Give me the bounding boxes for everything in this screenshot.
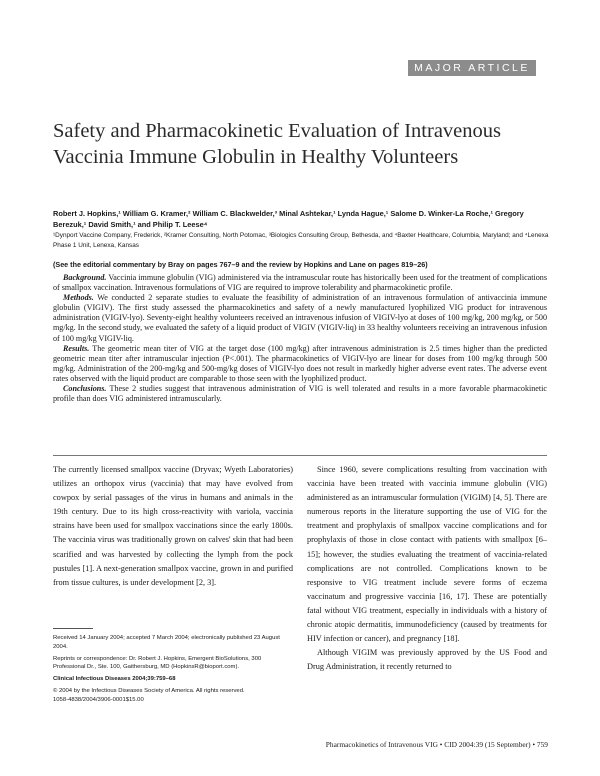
abstract: [53, 273, 547, 404]
abstract-background: Background. Vaccinia immune globulin (VIG) administered via the intramuscular route has historically been used for the treatment of complications of smallpox vaccination. Intravenous formulations of VIG are required to improve tolerability and pharmacokinetic profile.: [53, 273, 547, 293]
commentary-note: (See the editorial commentary by Bray on pages 767–9 and the review by Hopkins and Lane on pages 819–26): [53, 260, 428, 269]
footnote-journal: Clinical Infectious Diseases 2004;39:759–68: [53, 676, 176, 683]
footnote-copyright: © 2004 by the Infectious Diseases Society of America. All rights reserved. 1058-4838/2004/3906-0001$15.00: [53, 687, 245, 703]
body-column-right: [307, 463, 547, 674]
author-affiliations: ¹Dynport Vaccine Company, Frederick, ²Kramer Consulting, North Potomac, ³Biologics Consulting Group, Bethesda, and ⁴Baxter Healthcare, Columbia, Maryland; and ⁴Lenexa Phase 1 Unit, Lenexa, Kansas: [53, 232, 549, 249]
footnote-received: Received 14 January 2004; accepted 7 March 2004; electronically published 23 August 2004.: [53, 635, 280, 650]
article-title: Safety and Pharmacokinetic Evaluation of Intravenous Vaccinia Immune Globulin in Healthy Volunteers: [53, 120, 502, 168]
abstract-conclusions: Conclusions. These 2 studies suggest that intravenous administration of VIG is well tolerated and results in a more favorable pharmacokinetic profile than does VIG administered intramuscularly.: [53, 384, 547, 404]
body-paragraph: Although VIGIM was previously approved by the US Food and Drug Administration, it recently returned to: [307, 648, 547, 672]
footnotes: [53, 634, 293, 708]
footnote-divider: [53, 628, 93, 629]
body-paragraph: Since 1960, severe complications resulting from vaccination with vaccinia have been treated with vaccinia immune globulin (VIG) administered as an intramuscular formulation (VIGIM) [4, 5]. There are numerous reports in the literature supporting the use of VIG for the treatment and prophylaxis of smallpox vaccine complications and for prophylaxis of those in close contact with patients with smallpox [6–15]; however, the studies evaluating the treatment of vaccinia-related complications are not controlled. Complications known to be responsive to VIG treatment include severe forms of eczema vaccinatum and progressive vaccinia [16, 17]. These are potentially fatal without VIG treatment, especially in individuals with a history of chronic atopic dermatitis, immunodeficiency (caused by treatments for HIV infection or cancer), and pregnancy [18].: [307, 465, 547, 644]
abstract-divider: [53, 455, 547, 456]
abstract-methods: Methods. We conducted 2 separate studies to evaluate the feasibility of administration of an intravenous formulation of antivaccinia immune globulin (VIGIV). The first study assessed the pharmacokinetics and safety of a newly manufactured lyophilized VIG product for intravenous administration (VIGIV-lyo). Seventy-eight healthy volunteers received an intravenous infusion of VIGIV-lyo at doses of 100 mg/kg, 200 mg/kg, or 500 mg/kg. In the second study, we evaluated the safety of a liquid product of VIGIV (VIGIV-liq) in 33 healthy volunteers receiving an intravenous infusion of 100 mg/kg VIGIV-liq.: [53, 293, 547, 343]
body-column-left: [53, 463, 293, 590]
abstract-results: Results. The geometric mean titer of VIG at the target dose (100 mg/kg) after intravenous administration is 2.5 times higher than the predicted geometric mean titer after intramuscular injection (P<.001). The pharmacokinetics of VIGIV-lyo are linear for doses from 100 mg/kg through 500 mg/kg. Administration of the 200-mg/kg and 500-mg/kg doses of VIGIV-lyo does not result in markedly higher adverse event rates. The adverse event rates observed with the liquid product are comparable to those seen with the lyophilized product.: [53, 343, 547, 383]
article-type-badge: MAJOR ARTICLE: [408, 60, 536, 76]
footnote-reprints: Reprints or correspondence: Dr. Robert J. Hopkins, Emergent BioSolutions, 300 Professional Dr., Ste. 100, Gaithersburg, MD (HopkinsR@bioport.com).: [53, 655, 262, 671]
author-list: Robert J. Hopkins,¹ William G. Kramer,² William C. Blackwelder,³ Minal Ashtekar,¹ Lynda Hague,¹ Salome D. Winker-La Roche,¹ Gregory Berezuk,¹ David Smith,¹ and Philip T. Leese⁴: [53, 209, 524, 229]
body-paragraph: The currently licensed smallpox vaccine (Dryvax; Wyeth Laboratories) utilizes an orthopox virus (vaccinia) that may have evolved from cowpox by serial passages of the virus in humans and animals in the 19th century. Due to its high cross-reactivity with variola, vaccinia strains have been used for smallpox vaccinations since the early 1800s. The vaccinia virus was traditionally grown on calves' skin that had been scarified and was harvested by collecting the lymph from the pock pustules [1]. A next-generation smallpox vaccine, grown in and purified from tissue cultures, is under development [2, 3].: [53, 465, 293, 587]
running-footer: Pharmacokinetics of Intravenous VIG • CID 2004:39 (15 September) • 759: [325, 740, 548, 749]
